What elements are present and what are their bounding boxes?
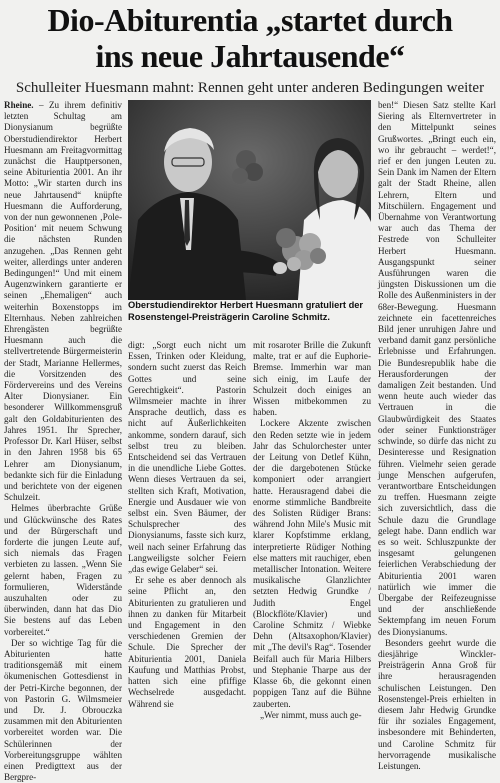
- article-photo: [128, 100, 371, 300]
- article-paragraph: Er sehe es aber dennoch als seine Pflicht an, den Abiturienten zu gratulieren und ihnen zu danken für Mitarbeit und Engagement in den verschiedenen Gremien der Schule. Die Sprecher der Abiturientia 2001, Daniela Kaufung und Matthias Probst, hatten sich eine pfiffige Wechselrede ausgedacht. Während sie: [128, 575, 246, 709]
- photo-image: [128, 100, 371, 300]
- article-column-3: [253, 340, 371, 721]
- article-paragraph: [4, 100, 122, 503]
- article-paragraph: mit rosaroter Brille die Zukunft malte, trat er auf die Euphorie-Bremse. Immerhin war man sich einig, im Laufe der Schulzeit doch einiges an Wissen mitbekommen zu haben.: [253, 340, 371, 418]
- dateline: Rheine.: [4, 100, 34, 110]
- headline-line-2: ins neue Jahrtausende“: [95, 38, 405, 74]
- article-paragraph: ben!“ Diesen Satz stellte Karl Siering als Elternvertreter in den Mittelpunkt seines Grußwortes. „Bringt euch ein, wo ihr gebraucht – werdet!“, rief er den jungen Leuten zu. Sein Dank im Namen der Eltern galt der Stadt Rheine, allen Lehrern, Eltern und Mitschülern. Engagement und Übernahme von Verantwortung war auch das Thema der Festrede von Schulleiter Herbert Huesmann. Ausgangspunkt seiner Ausführungen waren die jüngsten Diskussionen um die Rolle des Außenministers in der 68er-Bewegung. Huesmann zeichnete ein facettenreiches Bild jener unruhigen Jahre und verband damit ganz persönliche Erlebnisse und Erfahrungen. Die Bundesrepublik habe die Herausforderungen der damaligen Zeit bestanden. Und wenn heute auch wieder das Vertrauen in die Glaubwürdigkeit des Staates oder seiner Funktionsträger schwinde, so dürfe das nicht zu Desinteresse und Resignation führen. Vielmehr seien gerade junge Menschen aufgerufen, verantwortbare Entscheidungen zu treffen. Huesmann zeigte sich zuversichtlich, dass die Schule dazu die Grundlage gelegt habe. Dann endlich war es so weit. Schluszpunkte der insgesamt gelungenen feierlichen Verabschiedung der Abiturientia 2001 waren natürlich wie immer die Übergabe der Reifezeugnisse und der anschließende Sektempfang im neuen Forum des Dionysianums.: [378, 100, 496, 637]
- photo-caption: Oberstudiendirektor Herbert Huesmann gratuliert der Rosenstengel-Preisträgerin Caroline Schmitz.: [128, 300, 364, 322]
- article-paragraph: digt: „Sorgt euch nicht um Essen, Trinken oder Kleidung, sondern sucht zuerst das Reich Gottes und seine Gerechtigkeit“. Pastorin Wilmsmeier machte in ihrer Ansprache deutlich, dass es nicht auf Äußerlichkeiten ankomme, sondern darauf, sich selbst treu zu bleiben. Entscheidend sei das Vertrauen in die unendliche Liebe Gottes. Wenn dieses Vertrauen da sei, stellten sich Kraft, Motivation, Energie und Ausdauer wie von selbst ein. Sven Bäumer, der Schulsprecher des Dionysianums, fasste sich kurz, weil nach seiner Erfahrung das Langweiligste solcher Feiern „das ewige Gelaber“ sei.: [128, 340, 246, 575]
- paragraph-text: – Zu ihrem definitiv letzten Schultag am Dionysianum begrüßte Oberstudiendirektor Herbert Huesmann am Freitagvormittag zunächst die Hauptpersonen, seine Abiturientia 2001. An ihr Motto: „Wir starten durch ins neue Jahrtausend“ knüpfte Huesmann die Aufforderung, von der nun gewonnenen ‚Pole-Position‘ mit neuem Schwung die nächsten Runden anzugehen. „Das Rennen geht weiter, allerdings unter anderen Bedingungen!“ Und mit einem Augenzwinkern garantierte er seinen „Ehemaligen“ auch weiterhin Boxenstopps im Elternhaus. Neben zahlreichen Ehrengästen begrüßte Huesmann auch die stellvertretende Bürgermeisterin der Stadt, Marianne Hellermes, die Vorsitzenden des Fördervereins und des Vereins Alter Dionysianer. Ein besonderer Willkommensgruß galt den Goldabiturienten des Jahres 1951. Ihr Sprecher, Professor Dr. Karl Hüser, selbst in den Jahren 1958 bis 65 Lehrer am Dionysianum, bedankte sich für die Einladung und berichtete von der eigenen Schulzeit.: [4, 100, 122, 503]
- article-paragraph: „Wer nimmt, muss auch ge-: [260, 709, 362, 720]
- article-column-2: [128, 340, 246, 710]
- article-headline: [0, 2, 500, 74]
- article-paragraph: Lockere Akzente zwischen den Reden setzte wie in jedem Jahr das Schulorchester unter der Leitung von Detlef Kühn, der die dargebotenen Stücke komponiert oder arrangiert hatte. Herausragend dabei die enorme stimmliche Bandbreite des Solisten Rüdiger Brans: während John Mile's Music mit klarer Kopfstimme erklang, interpretierte Rüdiger Nothing else matters mit rauchiger, eben metallischer Intonation. Weitere musikalische Glanzlichter setzten Hedwig Grundke / Judith Engel (Blockflöte/Klavier) und Caroline Schmitz / Wiebke Dehn (Altsaxophon/Klavier) mit „The devil's Rag“. Tosender Beifall auch für Maria Hilbers und Stephanie Tharpe aus der Klasse 6b, die gekonnt einen poppigen Tanz auf die Bühne zauberten.: [253, 418, 371, 709]
- article-paragraph: Der so wichtige Tag für die Abiturienten hatte traditionsgemäß mit einem ökumenischen Gottesdienst in der Petri-Kirche begonnen, der von Pastorin G. Wilmsmeier und Dr. J. Obrouczka zusammen mit den Abiturienten vorbereitet worden war. Die Schülerinnen der Vorbereitungsgruppe wählten einen Predigttext aus der Bergpre-: [4, 637, 122, 783]
- article-column-1: [4, 100, 122, 783]
- article-paragraph: Besonders geehrt wurde die diesjährige Winckler-Preisträgerin Anna Groß für ihre herausragenden schulischen Leistungen. Den Rosenstengel-Preis erhielten in diesem Jahr Hedwig Grundke für ihr soziales Engagement, insbesondere mit Behinderten, und Caroline Schmitz für hervorragende musikalische Leistungen.: [378, 637, 496, 771]
- headline-line-1: Dio-Abiturentia „startet durch: [47, 2, 453, 38]
- article-subheadline: Schulleiter Huesmann mahnt: Rennen geht unter anderen Bedingungen weiter: [15, 80, 485, 96]
- article-paragraph: Helmes überbrachte Grüße und Glückwünsche des Rates und der Bürgerschaft und forderte die jungen Leute auf, sich niemals das Fragen verbieten zu lassen. „Wenn Sie gelernt haben, Fragen zu formulieren, Widerstände auszuhalten oder zu überwinden, dann hat das Dio Sie bestens auf das Leben vorbereitet.“: [4, 503, 122, 637]
- article-column-4: [378, 100, 496, 772]
